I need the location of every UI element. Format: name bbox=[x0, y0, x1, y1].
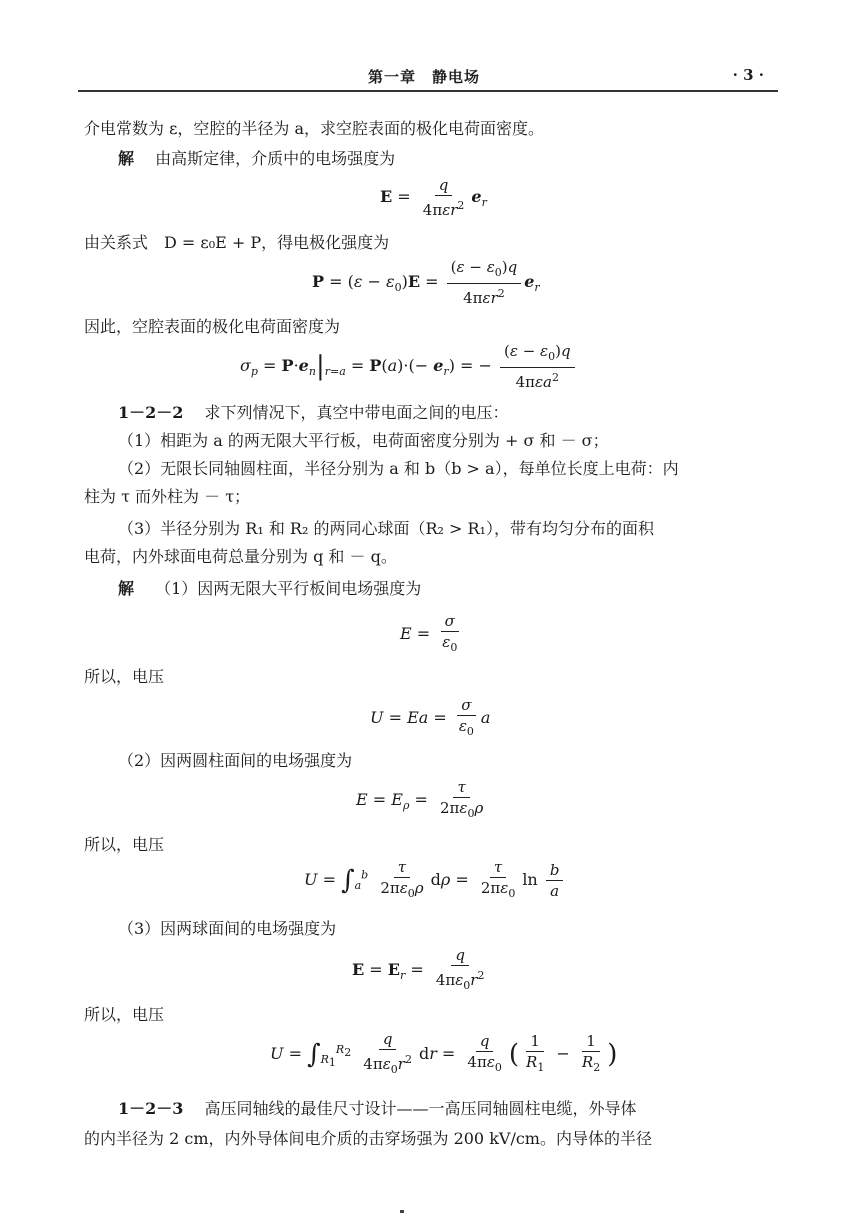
page-number: · 3 · bbox=[732, 66, 764, 84]
text-line: 由高斯定律，介质中的电场强度为 bbox=[155, 149, 396, 168]
text-line: 高压同轴线的最佳尺寸设计——一高压同轴圆柱电缆，外导体 bbox=[204, 1099, 637, 1118]
solution-intro bbox=[118, 148, 395, 170]
text-line: （2）因两圆柱面间的电场强度为 bbox=[118, 751, 353, 770]
equation-sphere-voltage: $U = \int_{R_1}^{R_2}$ $\frac{q}{4\pi\varepsilon_0r^2}$ dr = $\frac{q}{4\pi\varepsilon_0}$ ( $\frac{1}{R_1}$ − $\frac{1}{R_2}$ ) bbox=[270, 1030, 618, 1076]
text-line: （1）相距为 a 的两无限大平行板，电荷面密度分别为 + σ 和 － σ； bbox=[118, 431, 609, 450]
text-line: （3）半径分别为 R₁ 和 R₂ 的两同心球面（R₂ > R₁），带有均匀分布的面积 bbox=[118, 519, 654, 538]
text-line: 介电常数为 ε，空腔的半径为 a，求空腔表面的极化电荷面密度。 bbox=[84, 119, 545, 138]
text-line: 求下列情况下，真空中带电面之间的电压： bbox=[204, 403, 509, 422]
solution-label: 解 bbox=[118, 579, 135, 598]
problem-1-2-3 bbox=[118, 1098, 637, 1120]
solution-label: 解 bbox=[118, 149, 135, 168]
equation-plate-field: E = $\frac{\sigma}{\varepsilon_0}$ bbox=[400, 612, 458, 654]
equation-plate-voltage: U = Ea = $\frac{\sigma}{\varepsilon_0}$ a bbox=[370, 696, 491, 738]
text-line: （3）因两球面间的电场强度为 bbox=[118, 919, 337, 938]
solution-intro bbox=[118, 578, 421, 600]
text-line: （1）因两无限大平行板间电场强度为 bbox=[155, 579, 422, 598]
equation-surface-density: $\sigma_p = P\cdot e_n|_{r=a} = P(a)\cdot(- e_r)$ = − $\frac{(\varepsilon - \varepsilon_0)q}{4\pi\varepsilon a^2}$ bbox=[240, 342, 578, 391]
text-line: 的内半径为 2 cm，内外导体间电介质的击穿场强为 200 kV/cm。内导体的半径 bbox=[84, 1129, 652, 1148]
equation-sphere-field: $E = E_r$ = $\frac{q}{4\pi\varepsilon_0r^2}$ bbox=[352, 946, 485, 992]
text-line: 由关系式 D = ε₀E + P，得电极化强度为 bbox=[84, 233, 390, 252]
problem-1-2-2 bbox=[118, 402, 509, 424]
chapter-title: 第一章 静电场 bbox=[368, 68, 481, 86]
equation-cylinder-field: $E = E_\rho$ = $\frac{\tau}{2\pi\varepsilon_0\rho}$ bbox=[356, 778, 484, 820]
text-line: 柱为 τ 而外柱为 － τ； bbox=[84, 487, 251, 506]
equation-cylinder-voltage: $U = \int_a^b$ $\frac{\tau}{2\pi\varepsilon_0\rho}$ dρ = $\frac{\tau}{2\pi\varepsilon_0}$ ln $\frac{b}{a}$ bbox=[304, 858, 566, 903]
scan-speck bbox=[400, 1210, 404, 1213]
problem-number: 1－2－3 bbox=[118, 1099, 184, 1118]
text-line: 所以，电压 bbox=[84, 667, 165, 686]
problem-number: 1－2－2 bbox=[118, 403, 184, 422]
text-line: 因此，空腔表面的极化电荷面密度为 bbox=[84, 317, 341, 336]
text-line: 所以，电压 bbox=[84, 835, 165, 854]
text-line: （2）无限长同轴圆柱面，半径分别为 a 和 b（b > a），每单位长度上电荷：内 bbox=[118, 459, 679, 478]
running-header bbox=[78, 60, 778, 92]
equation-field: E = $\frac{q}{4\pi\varepsilon r^2}$ $e_r$ bbox=[380, 176, 487, 219]
text-line: 电荷，内外球面电荷总量分别为 q 和 － q。 bbox=[84, 547, 397, 566]
text-line: 所以，电压 bbox=[84, 1005, 165, 1024]
equation-polarization: $P = (\varepsilon - \varepsilon_0)E$ = $\frac{(\varepsilon - \varepsilon_0)q}{4\pi\varepsilon r^2}$ $e_r$ bbox=[312, 258, 540, 307]
